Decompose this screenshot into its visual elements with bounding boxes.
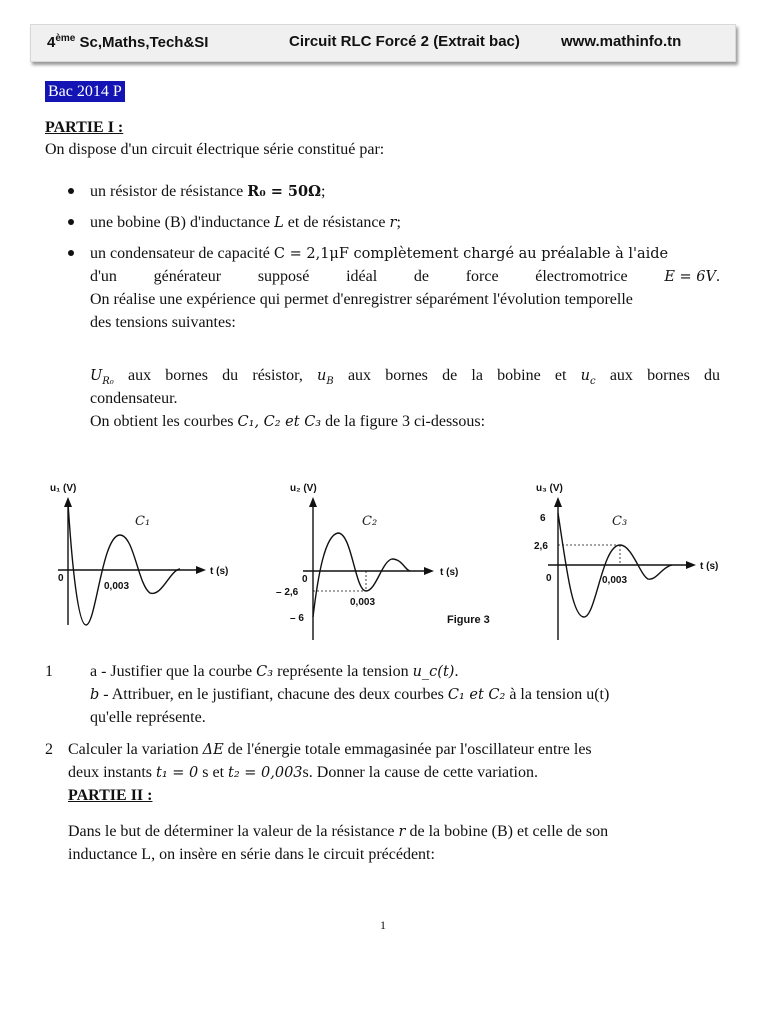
page-number: 1 <box>380 918 386 932</box>
page-header <box>30 24 736 62</box>
graph-u3-tick: 0,003 <box>602 575 628 586</box>
graph-u2-origin: 0 <box>302 574 308 585</box>
q2-text-line1: Calculer la variation ΔE de l'énergie totale emmagasinée par l'oscillateur entre les <box>68 741 592 758</box>
graph-u3-ypos2: 2,6 <box>534 541 548 552</box>
curves-line: On obtient les courbes C₁, C₂ et C₃ de la figure 3 ci-dessous: <box>90 413 486 430</box>
arrow-up-icon <box>309 497 317 507</box>
q1b-text: b - Attribuer, en le justifiant, chacune des deux courbes C₁ et C₂ à la tension u(t) <box>90 686 610 703</box>
bullet-capacitor-line2: d'un générateur supposé idéal de force électromotrice E = 6V. <box>90 268 720 285</box>
part2-heading: PARTIE II : <box>68 787 153 804</box>
bullet-icon <box>68 219 74 225</box>
header-title: Circuit RLC Forcé 2 (Extrait bac) <box>289 33 520 50</box>
graph-u2-ylabel: u₂ (V) <box>290 483 317 494</box>
graph-u3-xlabel: t (s) <box>700 561 719 572</box>
graph-u3-ylabel: u₃ (V) <box>536 483 563 494</box>
bullet-capacitor-line3: On réalise une expérience qui permet d'enregistrer séparément l'évolution temporelle <box>90 291 633 308</box>
part2-line2: inductance L, on insère en série dans le circuit précédent: <box>68 846 435 863</box>
graph-u3-origin: 0 <box>546 573 552 584</box>
q1a-text: a - Justifier que la courbe C₃ représente la tension u_c(t). <box>90 663 459 680</box>
graph-u2-yneg2: – 6 <box>290 613 304 624</box>
graph-u1-ylabel: u₁ (V) <box>50 483 77 494</box>
bullet-icon <box>68 188 74 194</box>
bullet-icon <box>68 250 74 256</box>
arrow-right-icon <box>196 566 206 574</box>
graph-u2-yneg1: – 2,6 <box>276 587 299 598</box>
arrow-right-icon <box>686 561 696 569</box>
bullet-coil: une bobine (B) d'inductance L et de résistance r; <box>90 214 401 231</box>
graph-u3 <box>534 483 718 640</box>
q1b-text-line2: qu'elle représente. <box>90 709 206 726</box>
header-site: www.mathinfo.tn <box>561 33 682 50</box>
graph-u1-origin: 0 <box>58 573 64 584</box>
bullet-resistor: un résistor de résistance R₀ = 50Ω; <box>90 183 326 200</box>
part1-intro: On dispose d'un circuit électrique série constitué par: <box>45 141 385 158</box>
figure-caption: Figure 3 <box>447 614 490 626</box>
graph-u2 <box>276 483 490 640</box>
tensions-line1: $U_{R_0}$ aux bornes du résistor, $u_B$ aux bornes de la bobine et $u_c$ aux bornes du <box>90 367 720 388</box>
graph-u1-curve-label: C₁ <box>135 514 151 529</box>
graph-u3-ypos1: 6 <box>540 513 546 524</box>
q1-number: 1 <box>45 663 53 680</box>
part2-line1: Dans le but de déterminer la valeur de la résistance r de la bobine (B) et celle de son <box>68 823 609 840</box>
curve-c1 <box>68 503 180 625</box>
arrow-up-icon <box>554 497 562 507</box>
bullet-capacitor-line4: des tensions suivantes: <box>90 314 236 331</box>
part1-heading: PARTIE I : <box>45 119 124 136</box>
bullet-capacitor-line1: un condensateur de capacité C = 2,1μF complètement chargé au préalable à l'aide <box>90 245 669 262</box>
graph-u1-xlabel: t (s) <box>210 566 229 577</box>
q2-text-line2: deux instants t₁ = 0 s et t₂ = 0,003s. Donner la cause de cette variation. <box>68 764 538 781</box>
figure-3 <box>40 475 730 645</box>
graph-u2-tick: 0,003 <box>350 597 376 608</box>
graph-u1-tick: 0,003 <box>104 581 130 592</box>
q2-number: 2 <box>45 741 53 758</box>
header-level: 4ème Sc,Maths,Tech&SI <box>47 33 209 51</box>
graph-u2-curve-label: C₂ <box>362 514 378 529</box>
graph-u2-xlabel: t (s) <box>440 567 459 578</box>
graph-u1 <box>50 483 228 625</box>
exam-tag: Bac 2014 P <box>45 81 125 102</box>
tensions-line2: condensateur. <box>90 390 178 407</box>
graph-u3-curve-label: C₃ <box>612 514 628 529</box>
arrow-right-icon <box>424 567 434 575</box>
